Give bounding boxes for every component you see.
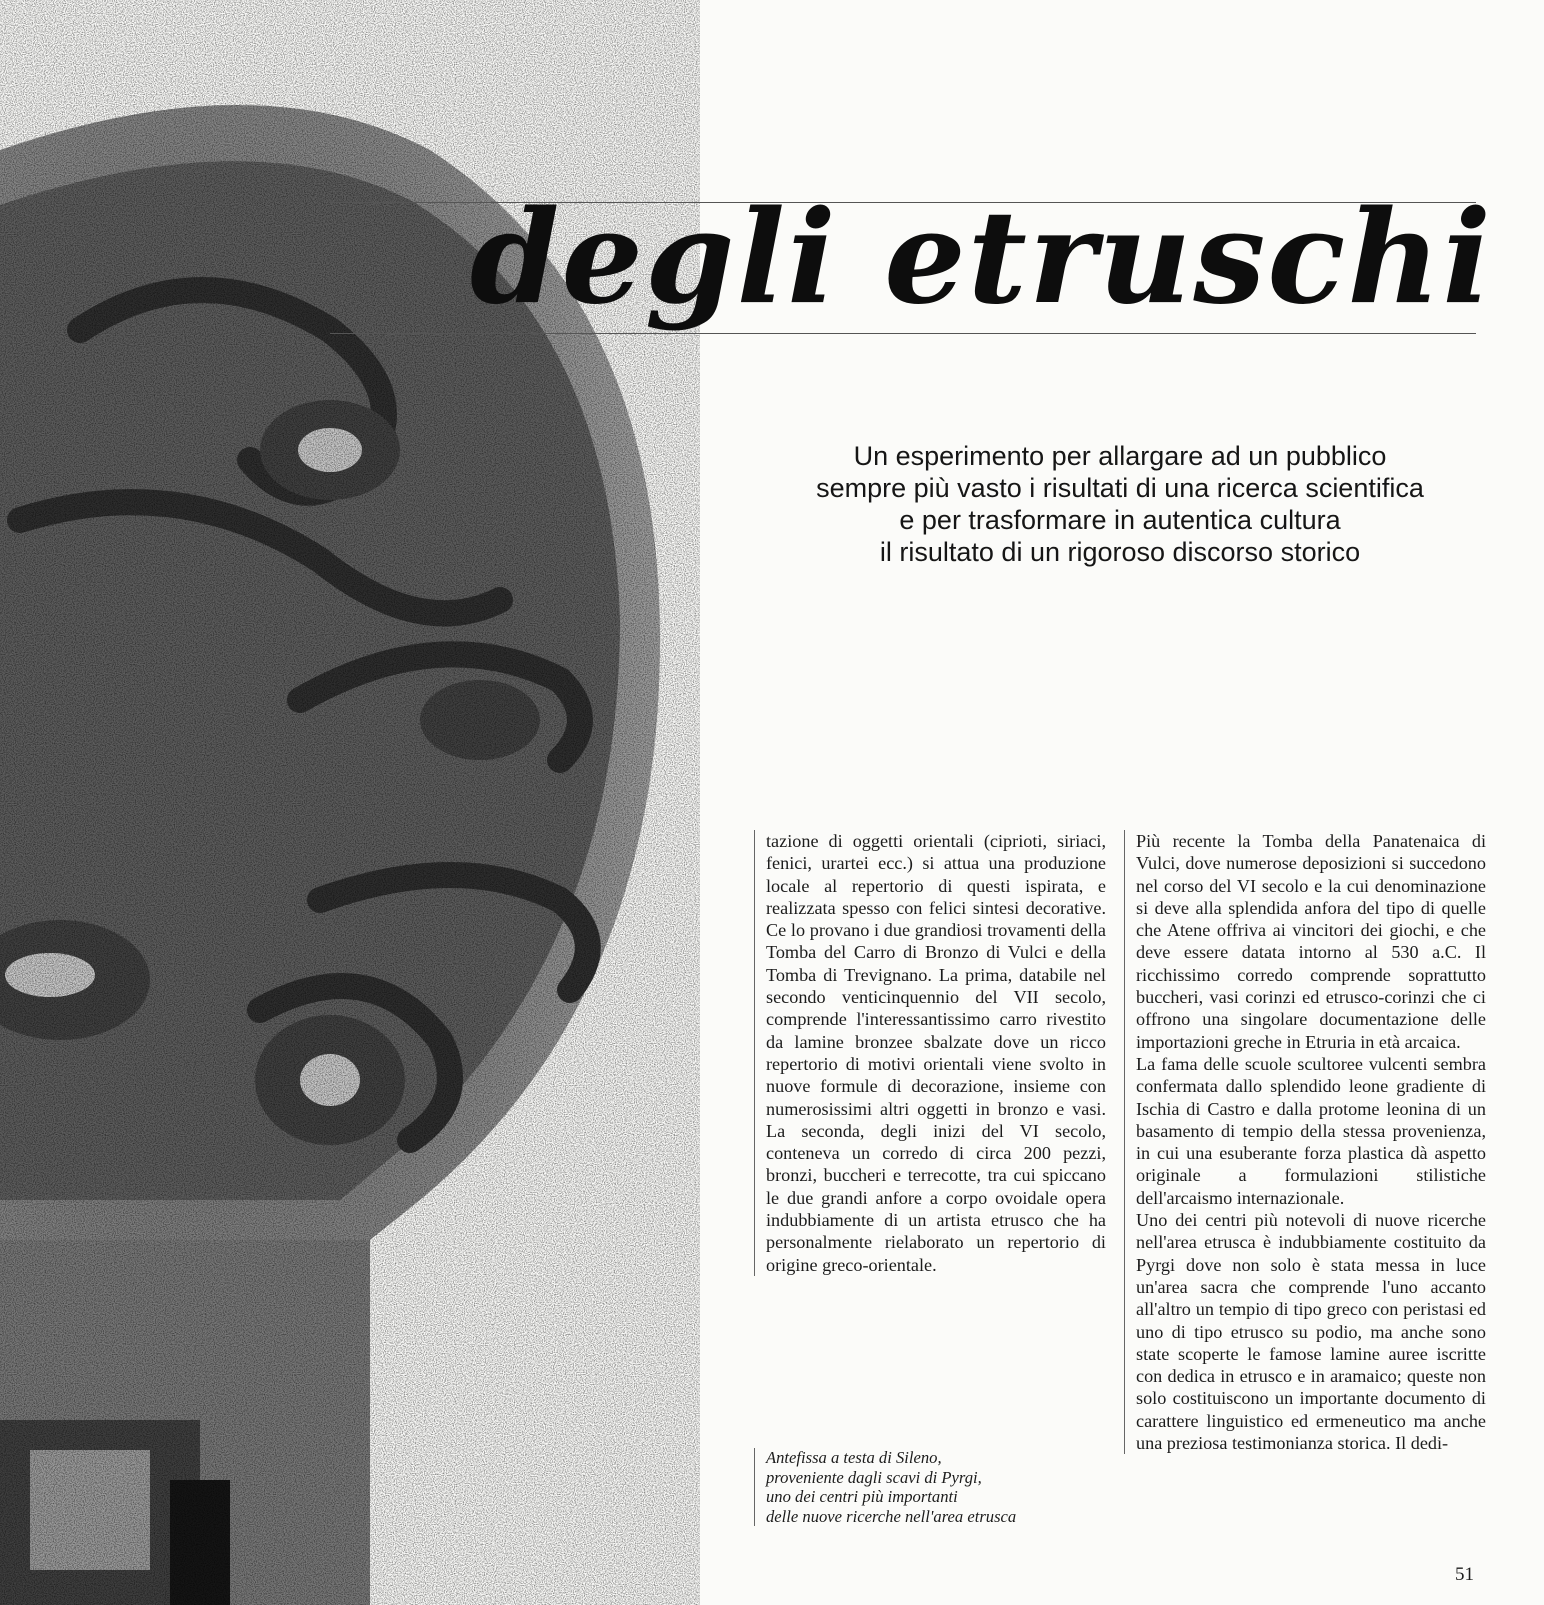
title-bottom-rule (330, 333, 1476, 334)
page-number: 51 (1455, 1564, 1474, 1585)
paragraph: Uno dei centri più notevoli di nuove ricerche nell'area etrusca è indubbiamente costituito da Pyrgi dove non solo è stata messa in luce un'area sacra che comprende l'uno accanto all'altro un tempio di tipo greco con peristasi ed uno di tipo etrusco su podio, ma anche sono state scoperte le famose lamine auree iscritte con dedica in etrusco e in aramaico; queste non solo costituiscono un importante documento di carattere linguistico ed ermeneutico ma anche una preziosa testimonianza storica. Il dedi- (1136, 1210, 1486, 1454)
body-column-right (1124, 830, 1486, 1454)
subtitle-line: sempre più vasto i risultati di una ricerca scientifica (816, 473, 1424, 503)
caption-line: delle nuove ricerche nell'area etrusca (766, 1506, 1017, 1526)
caption-line: uno dei centri più importanti (766, 1487, 958, 1506)
article-title: degli etruschi (470, 183, 1493, 333)
subtitle-line: Un esperimento per allargare ad un pubblico (853, 441, 1387, 471)
paragraph: Più recente la Tomba della Panatenaica di Vulci, dove numerose deposizioni si succedono nel corso del VI secolo e la cui denominazione si deve alla splendida anfora del tipo di quelle che Atene offriva ai vincitori dei giochi, e che deve essere datata intorno al 530 a.C. Il ricchissimo corredo comprende soprattutto buccheri, vasi corinzi ed etrusco-corinzi che ci offrono una singolare documentazione delle importazioni greche in Etruria in età arcaica. (1136, 831, 1486, 1052)
caption-line: Antefissa a testa di Sileno, (766, 1448, 942, 1467)
paragraph: La fama delle scuole scultoree vulcenti sembra confermata dallo splendido leone gradiente di Ischia di Castro e dalla protome leonina di un basamento di tempio della stessa provenienza, in cui una esuberante forza plastica dà aspetto originale a formulazioni stilistiche dell'arcaismo internazionale. (1136, 1053, 1486, 1208)
paragraph: tazione di oggetti orientali (ciprioti, siriaci, fenici, urartei ecc.) si attua una produzione locale al repertorio di questi ispirata, e realizzata spesso con felici sintesi decorative. Ce lo provano i due grandiosi trovamenti della Tomba del Carro di Bronzo di Vulci e della Tomba di Trevignano. La prima, databile nel secondo venticinquennio del VII secolo, comprende l'interessantissimo carro rivestito da lamine bronzee sbalzate dove un ricco repertorio di motivi orientali viene svolto in nuove formule di decorazione, insieme con numerosissimi altri oggetti in bronzo e vasi. La seconda, degli inizi del VI secolo, conteneva un corredo di circa 200 pezzi, bronzi, buccheri e terrecotte, tra cui spiccano le due grandi anfore a corpo ovoidale opera indubbiamente di un artista etrusco che ha personalmente rielaborato un repertorio di origine greco-orientale. (766, 831, 1106, 1275)
caption-line: proveniente dagli scavi di Pyrgi, (766, 1467, 982, 1487)
subtitle-line: il risultato di un rigoroso discorso storico (879, 537, 1361, 567)
article-subtitle (760, 440, 1480, 568)
subtitle-line: e per trasformare in autentica cultura (899, 505, 1341, 535)
photo-caption (754, 1448, 1076, 1526)
body-column-left (754, 830, 1106, 1276)
